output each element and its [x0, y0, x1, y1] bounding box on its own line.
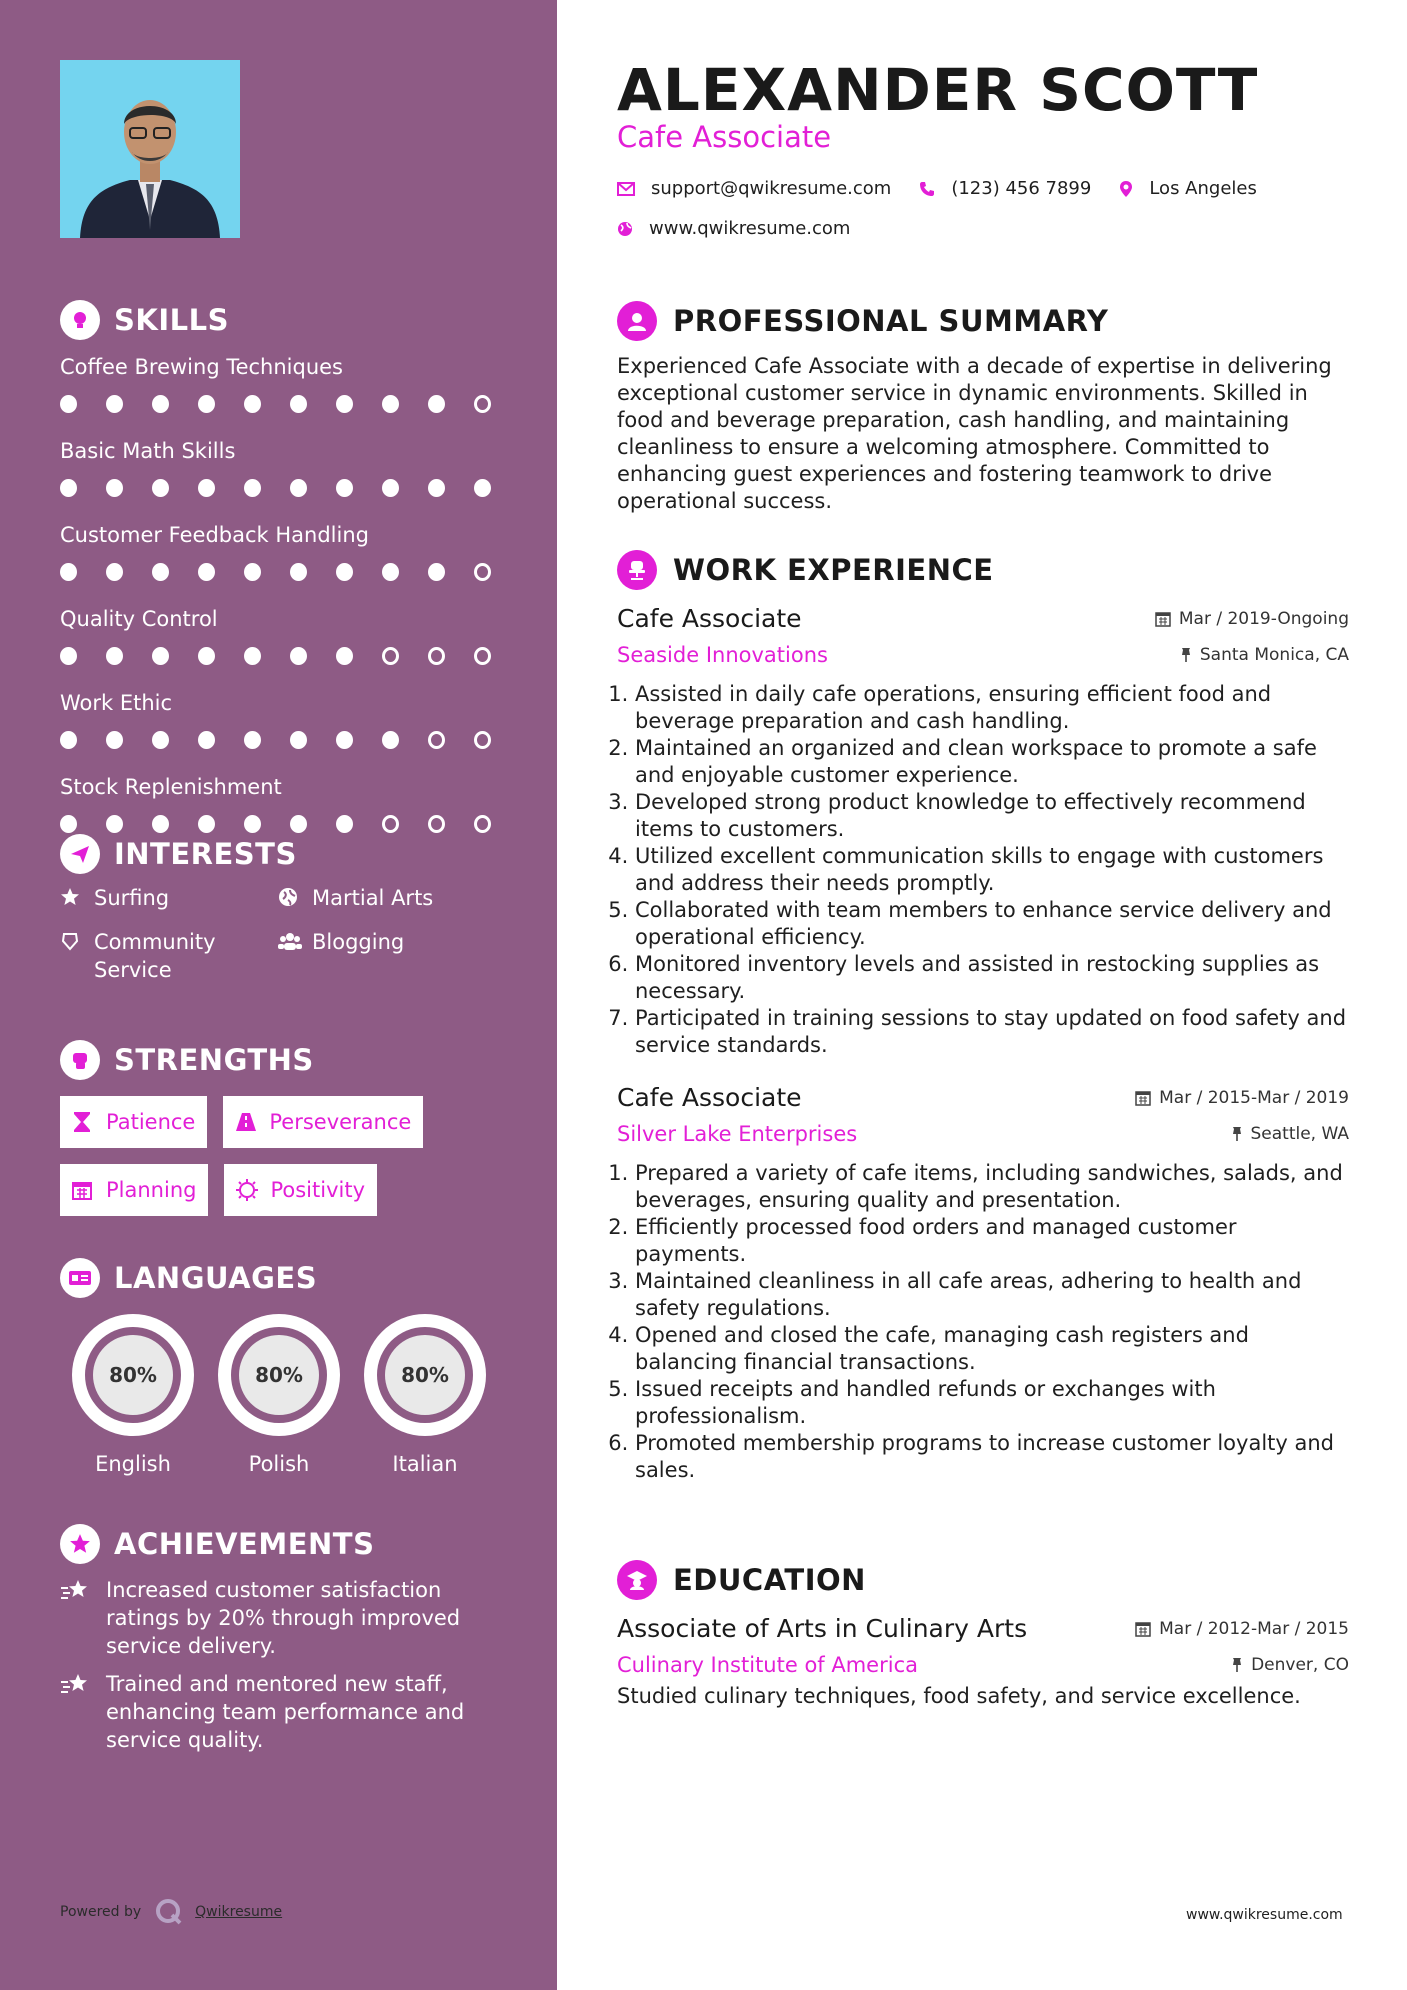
sidebar [0, 0, 557, 1990]
rating-dot-filled [152, 647, 169, 665]
summary-text: Experienced Cafe Associate with a decade of expertise in delivering exceptional customer service in dynamic environments. Skilled in food and beverage preparation, cash handling, and maintaining cleanliness to ensure a welcoming atmosphere. Committed to enhancing guest experiences and fostering teamwork to drive operational success. [617, 354, 1332, 513]
rating-dot-filled [382, 731, 399, 749]
interest-item [278, 884, 498, 914]
rating-dot-filled [60, 479, 77, 497]
location-text: Los Angeles [1149, 178, 1257, 199]
strength-badge [224, 1164, 377, 1216]
rating-dot-empty [428, 647, 445, 665]
language-name: Italian [392, 1452, 458, 1476]
interest-item [278, 928, 498, 984]
lightbulb-icon [60, 300, 100, 340]
rating-dot-empty [428, 815, 445, 833]
strength-badge [223, 1096, 423, 1148]
language-item [206, 1314, 352, 1476]
bullet-item: 6. Monitored inventory levels and assisted in restocking supplies as necessary. [635, 951, 1349, 1005]
rating-dot-filled [290, 563, 307, 581]
school-name: Culinary Institute of America [617, 1653, 918, 1677]
bullet-item: 5. Issued receipts and handled refunds or exchanges with professionalism. [635, 1376, 1349, 1430]
job-entry [617, 604, 1349, 1059]
language-name: English [95, 1452, 171, 1476]
strength-label: Planning [106, 1178, 197, 1202]
job-location: Santa Monica, CA [1199, 645, 1349, 665]
bullet-item: 3. Maintained cleanliness in all cafe areas, adhering to health and safety regulations. [635, 1268, 1349, 1322]
rating-dot-empty [474, 395, 491, 413]
company-name: Silver Lake Enterprises [617, 1122, 858, 1146]
achievement-text: Increased customer satisfaction ratings by 20% through improved service delivery. [106, 1578, 461, 1658]
education-location: Denver, CO [1251, 1655, 1349, 1675]
job-dates: Mar / 2019-Ongoing [1178, 609, 1349, 629]
globe-icon [617, 221, 633, 237]
calendar-icon [1135, 1090, 1151, 1106]
map-pin-icon [1119, 180, 1133, 198]
skill-rating [60, 466, 520, 510]
rating-dot-empty [474, 563, 491, 581]
bullet-item: 4. Utilized excellent communication skills to engage with customers and address their needs promptly. [635, 843, 1349, 897]
star-badge-icon [60, 1524, 100, 1564]
globe-icon [278, 886, 300, 914]
pushpin-icon [1180, 647, 1192, 663]
education-description: Studied culinary techniques, food safety, and service excellence. [617, 1684, 1301, 1708]
languages-section [60, 1256, 520, 1476]
language-ring [72, 1314, 194, 1436]
interest-label: Martial Arts [312, 886, 434, 910]
rating-dot-empty [474, 647, 491, 665]
shooting-star-icon [60, 1578, 92, 1609]
rating-dot-filled [198, 395, 215, 413]
strength-badge [60, 1164, 208, 1216]
education-title: EDUCATION [673, 1563, 866, 1597]
rating-dot-filled [198, 563, 215, 581]
email-link[interactable]: support@qwikresume.com [651, 178, 892, 199]
rating-dot-filled [290, 815, 307, 833]
strength-label: Patience [106, 1110, 196, 1134]
rating-dot-empty [382, 647, 399, 665]
rating-dot-filled [152, 395, 169, 413]
bullet-item: 4. Opened and closed the cafe, managing cash registers and balancing financial transactions. [635, 1322, 1349, 1376]
rating-dot-empty [382, 815, 399, 833]
rating-dot-empty [474, 815, 491, 833]
bullet-item: 7. Participated in training sessions to stay updated on food safety and service standards. [635, 1005, 1349, 1059]
user-icon [617, 301, 657, 341]
strengths-section [60, 1038, 520, 1216]
rating-dot-filled [152, 731, 169, 749]
language-item [60, 1314, 206, 1476]
rating-dot-filled [244, 395, 261, 413]
qwikresume-link[interactable]: Qwikresume [195, 1904, 283, 1920]
website-row [617, 218, 850, 239]
strength-label: Perseverance [269, 1110, 412, 1134]
rating-dot-filled [152, 815, 169, 833]
language-percent: 80% [385, 1335, 465, 1415]
achievement-item [60, 1670, 520, 1754]
rating-dot-filled [152, 479, 169, 497]
interest-item [60, 928, 278, 984]
strengths-title: STRENGTHS [114, 1043, 314, 1077]
rating-dot-filled [60, 815, 77, 833]
rating-dot-filled [244, 563, 261, 581]
interests-title: INTERESTS [114, 837, 297, 871]
language-ring [364, 1314, 486, 1436]
rating-dot-filled [60, 731, 77, 749]
rating-dot-filled [428, 395, 445, 413]
bullet-item: 2. Maintained an organized and clean workspace to promote a safe and enjoyable customer experience. [635, 735, 1349, 789]
skill-name: Customer Feedback Handling [60, 523, 369, 547]
degree-title: Associate of Arts in Culinary Arts [617, 1614, 1028, 1643]
rating-dot-filled [106, 563, 123, 581]
users-icon [278, 930, 300, 958]
rating-dot-filled [152, 563, 169, 581]
road-icon [235, 1112, 259, 1132]
rating-dot-filled [60, 647, 77, 665]
interests-section [60, 832, 520, 984]
qwikresume-logo-icon [155, 1898, 183, 1926]
skill-name: Basic Math Skills [60, 439, 236, 463]
calendar-icon [72, 1180, 96, 1200]
paper-plane-icon [60, 834, 100, 874]
rating-dot-filled [244, 815, 261, 833]
rating-dot-filled [106, 647, 123, 665]
bullet-item: 1. Assisted in daily cafe operations, ensuring efficient food and beverage preparation and cash handling. [635, 681, 1349, 735]
job-dates: Mar / 2015-Mar / 2019 [1159, 1088, 1349, 1108]
office-chair-icon [617, 550, 657, 590]
skill-name: Quality Control [60, 607, 218, 631]
rating-dot-filled [60, 395, 77, 413]
rating-dot-filled [428, 563, 445, 581]
certificate-icon [60, 930, 82, 958]
rating-dot-filled [290, 479, 307, 497]
envelope-icon [617, 182, 635, 196]
languages-title: LANGUAGES [114, 1261, 318, 1295]
candidate-name: ALEXANDER SCOTT [617, 56, 1259, 124]
language-percent: 80% [239, 1335, 319, 1415]
website-link[interactable]: www.qwikresume.com [649, 218, 851, 239]
rating-dot-filled [106, 395, 123, 413]
powered-by-label: Powered by [60, 1904, 142, 1920]
language-item [352, 1314, 498, 1476]
job-location: Seattle, WA [1250, 1124, 1349, 1144]
education-dates: Mar / 2012-Mar / 2015 [1159, 1619, 1349, 1639]
rating-dot-filled [106, 815, 123, 833]
hourglass-icon [72, 1111, 96, 1133]
achievements-title: ACHIEVEMENTS [114, 1527, 375, 1561]
footer-url[interactable]: www.qwikresume.com [1186, 1907, 1343, 1923]
rating-dot-filled [336, 815, 353, 833]
rating-dot-filled [474, 479, 491, 497]
language-percent: 80% [93, 1335, 173, 1415]
contact-row [617, 178, 1285, 199]
calendar-icon [1155, 611, 1171, 627]
rating-dot-filled [290, 731, 307, 749]
rating-dot-filled [336, 731, 353, 749]
phone-number: (123) 456 7899 [951, 178, 1092, 199]
calendar-icon [1135, 1621, 1151, 1637]
language-name: Polish [248, 1452, 310, 1476]
strength-badge [60, 1096, 207, 1148]
rating-dot-filled [290, 395, 307, 413]
rating-dot-filled [382, 395, 399, 413]
shooting-star-icon [60, 1672, 92, 1703]
skill-name: Stock Replenishment [60, 775, 282, 799]
achievements-section [60, 1522, 520, 1754]
skills-section [60, 298, 520, 846]
rating-dot-filled [198, 647, 215, 665]
pushpin-icon [1231, 1657, 1243, 1673]
skill-rating [60, 382, 520, 426]
experience-section [617, 546, 1349, 1484]
rating-dot-filled [198, 815, 215, 833]
rating-dot-empty [474, 731, 491, 749]
skill-name: Work Ethic [60, 691, 173, 715]
bullet-item: 6. Promoted membership programs to increase customer loyalty and sales. [635, 1430, 1349, 1484]
bullet-item: 5. Collaborated with team members to enhance service delivery and operational efficiency. [635, 897, 1349, 951]
company-name: Seaside Innovations [617, 643, 828, 667]
rating-dot-filled [290, 647, 307, 665]
job-title: Cafe Associate [617, 1083, 802, 1112]
interest-label: Surfing [94, 886, 170, 910]
rating-dot-filled [60, 563, 77, 581]
skill-name: Coffee Brewing Techniques [60, 355, 343, 379]
candidate-role: Cafe Associate [617, 120, 832, 154]
rating-dot-filled [336, 563, 353, 581]
rating-dot-filled [428, 479, 445, 497]
rating-dot-filled [198, 479, 215, 497]
fist-icon [60, 1040, 100, 1080]
rating-dot-filled [336, 479, 353, 497]
summary-title: PROFESSIONAL SUMMARY [673, 304, 1109, 338]
skills-title: SKILLS [114, 303, 229, 337]
strength-label: Positivity [270, 1178, 365, 1202]
interest-item [60, 884, 278, 914]
rating-dot-filled [106, 731, 123, 749]
phone-icon [919, 181, 935, 197]
achievement-text: Trained and mentored new staff, enhancing team performance and service quality. [106, 1672, 465, 1752]
rating-dot-filled [244, 647, 261, 665]
summary-section [617, 297, 1349, 515]
interest-label: Community Service [94, 930, 216, 982]
interest-label: Blogging [312, 930, 405, 954]
education-section [617, 1556, 1349, 1710]
rating-dot-filled [382, 563, 399, 581]
rating-dot-filled [244, 731, 261, 749]
rating-dot-empty [428, 731, 445, 749]
skill-rating [60, 634, 520, 678]
language-ring [218, 1314, 340, 1436]
job-entry [617, 1083, 1349, 1484]
language-icon [60, 1258, 100, 1298]
job-title: Cafe Associate [617, 604, 802, 633]
experience-title: WORK EXPERIENCE [673, 553, 994, 587]
powered-by [60, 1898, 282, 1926]
star-icon [60, 886, 82, 914]
rating-dot-filled [336, 395, 353, 413]
profile-photo [60, 60, 240, 238]
graduate-icon [617, 1560, 657, 1600]
job-bullets [617, 681, 1349, 1059]
achievement-item [60, 1576, 520, 1660]
rating-dot-filled [382, 479, 399, 497]
bullet-item: 2. Efficiently processed food orders and managed customer payments. [635, 1214, 1349, 1268]
skill-rating [60, 550, 520, 594]
sun-icon [236, 1179, 260, 1201]
job-bullets [617, 1160, 1349, 1484]
skill-rating [60, 718, 520, 762]
bullet-item: 1. Prepared a variety of cafe items, including sandwiches, salads, and beverages, ensuring quality and presentation. [635, 1160, 1349, 1214]
bullet-item: 3. Developed strong product knowledge to effectively recommend items to customers. [635, 789, 1349, 843]
rating-dot-filled [106, 479, 123, 497]
rating-dot-filled [244, 479, 261, 497]
rating-dot-filled [336, 647, 353, 665]
pushpin-icon [1231, 1126, 1243, 1142]
rating-dot-filled [198, 731, 215, 749]
